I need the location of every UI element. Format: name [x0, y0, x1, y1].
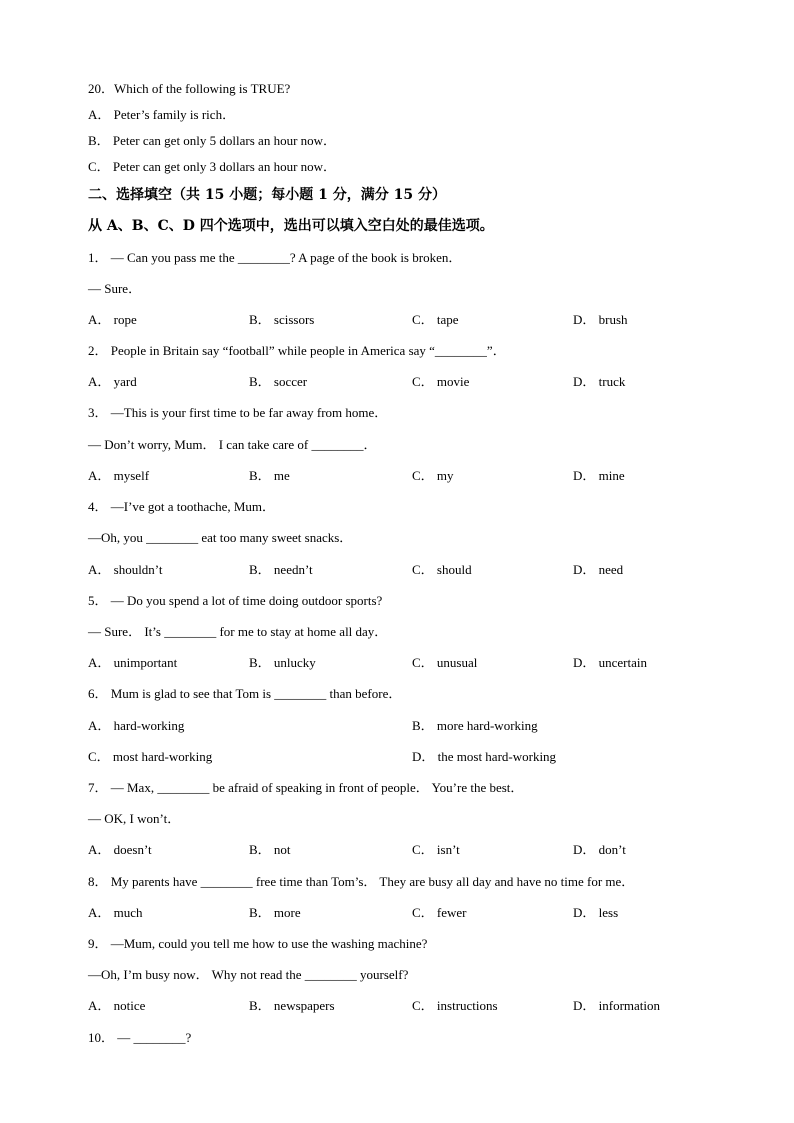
q3-option-a: A． myself	[88, 468, 150, 483]
q3-option-b: B． me	[249, 468, 290, 483]
q9-option-b: B． newspapers	[249, 998, 335, 1013]
q4-option-c: C． should	[412, 562, 472, 577]
q7-option-c: C． isn’t	[412, 842, 460, 857]
q4-option-a: A． shouldn’t	[88, 562, 163, 577]
q4-stem: 4． —I’ve got a toothache, Mum．	[88, 499, 276, 514]
q1-option-a: A． rope	[88, 312, 137, 327]
section-instruction: 从 A、B、C、D 四个选项中，选出可以填入空白处的最佳选项。	[88, 218, 494, 234]
q10-stem: 10． — ________?	[88, 1030, 192, 1045]
q4-option-b: B． needn’t	[249, 562, 313, 577]
q9-option-a: A． notice	[88, 998, 146, 1013]
section-title: 二、选择填空（共 15 小题；每小题 1 分，满分 15 分）	[88, 187, 446, 203]
q6-option-c: C． most hard-working	[88, 749, 213, 764]
q8-option-a: A． much	[88, 905, 143, 920]
q8-stem: 8． My parents have ________ free time than Tom’s． They are busy all day and have no time for me．	[88, 874, 635, 889]
q5-stem: 5． — Do you spend a lot of time doing outdoor sports?	[88, 593, 383, 608]
q1-reply: — Sure．	[88, 281, 142, 296]
q7-stem: 7． — Max, ________ be afraid of speaking in front of people． You’re the best．	[88, 780, 524, 795]
q7-reply: — OK, I won’t．	[88, 811, 181, 826]
q5-option-c: C． unusual	[412, 655, 478, 670]
q5-reply: — Sure． It’s ________ for me to stay at home all day．	[88, 624, 388, 639]
q8-option-b: B． more	[249, 905, 301, 920]
q2-option-d: D． truck	[573, 374, 626, 389]
q20-stem: 20．Which of the following is TRUE?	[88, 81, 291, 96]
q1-option-b: B． scissors	[249, 312, 315, 327]
q2-option-c: C． movie	[412, 374, 470, 389]
q1-stem: 1． — Can you pass me the ________? A page of the book is broken．	[88, 250, 462, 265]
q1-option-d: D． brush	[573, 312, 628, 327]
q20-option-c: C． Peter can get only 3 dollars an hour now．	[88, 159, 337, 174]
q6-option-a: A． hard-working	[88, 718, 185, 733]
q9-reply: —Oh, I’m busy now． Why not read the ________ yourself?	[88, 967, 409, 982]
q6-option-b: B． more hard-working	[412, 718, 538, 733]
q3-option-d: D． mine	[573, 468, 625, 483]
q2-option-b: B． soccer	[249, 374, 308, 389]
q5-option-b: B． unlucky	[249, 655, 316, 670]
q2-option-a: A． yard	[88, 374, 137, 389]
q20-option-b: B． Peter can get only 5 dollars an hour now．	[88, 133, 337, 148]
q5-option-d: D． uncertain	[573, 655, 648, 670]
q9-stem: 9． —Mum, could you tell me how to use the washing machine?	[88, 936, 428, 951]
q8-option-c: C． fewer	[412, 905, 467, 920]
q4-reply: —Oh, you ________ eat too many sweet snacks．	[88, 530, 353, 545]
q9-option-c: C． instructions	[412, 998, 498, 1013]
q3-stem: 3． —This is your first time to be far away from home．	[88, 405, 388, 420]
q3-reply: — Don’t worry, Mum． I can take care of ________．	[88, 437, 377, 452]
q9-option-d: D． information	[573, 998, 661, 1013]
q2-stem: 2． People in Britain say “football” while people in America say “________”．	[88, 343, 506, 358]
q20-option-a: A． Peter’s family is rich．	[88, 107, 236, 122]
q6-option-d: D． the most hard-working	[412, 749, 557, 764]
q5-option-a: A． unimportant	[88, 655, 178, 670]
q4-option-d: D． need	[573, 562, 624, 577]
q3-option-c: C． my	[412, 468, 454, 483]
q6-stem: 6． Mum is glad to see that Tom is ________ than before．	[88, 686, 402, 701]
q7-option-d: D． don’t	[573, 842, 626, 857]
q1-option-c: C． tape	[412, 312, 459, 327]
q7-option-b: B． not	[249, 842, 291, 857]
q7-option-a: A． doesn’t	[88, 842, 152, 857]
q8-option-d: D． less	[573, 905, 619, 920]
